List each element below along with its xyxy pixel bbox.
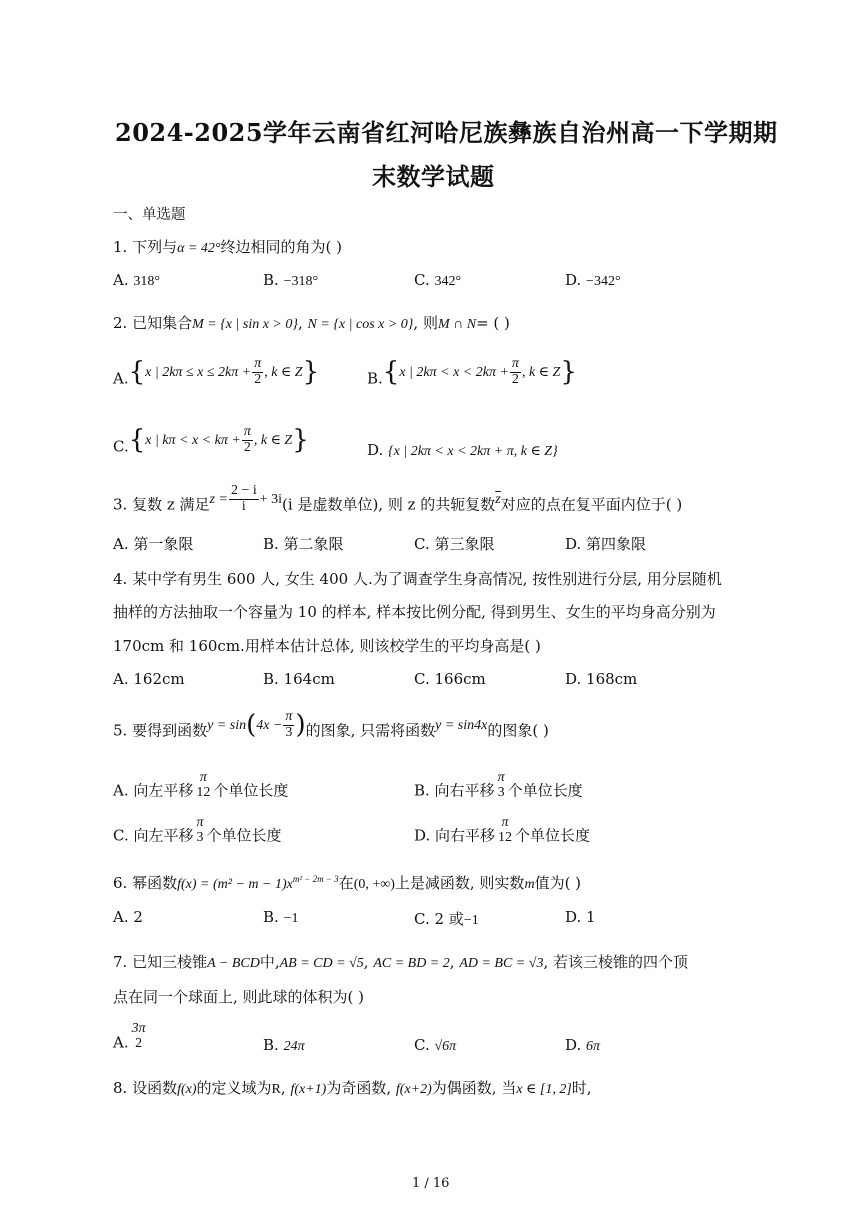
q5-option-b: B. 向右平移 π 3 个单位长度 [414, 770, 583, 800]
q3-option-a: A. 第一象限 [113, 535, 194, 553]
q2-set-n: N = {x | cos x > 0} [307, 317, 414, 332]
question-8: 8. 设函数f(x)的定义域为R, f(x+1)为奇函数, f(x+2)为偶函数, 当x ∈ [1, 2]时, [113, 1079, 592, 1097]
question-5: 5. 要得到函数y = sin(4x − $\frac{\pi}{3}$ )的图象, 只需将函数y = sin4x的图象( ) [113, 709, 549, 741]
q1-stem-pre: 1. 下列与 [113, 238, 178, 256]
q5-option-c: C. 向左平移 π 3 个单位长度 [113, 815, 282, 845]
question-4-line-3: 170cm 和 160cm.用样本估计总体, 则该校学生的平均身高是( ) [113, 637, 541, 655]
q7-option-c: C. √6π [414, 1036, 457, 1054]
q2-option-a: A.{x | 2kπ ≤ x ≤ 2kπ + $\frac{\pi}{2}$ , k ∈ Z} [113, 356, 320, 388]
q4-option-b: B. 164cm [263, 670, 335, 688]
q6-option-a: A. 2 [113, 908, 143, 926]
q5-option-d: D. 向右平移 π 12 个单位长度 [414, 815, 591, 845]
q1-option-d: D. −342° [565, 271, 621, 289]
question-6: 6. 幂函数$f(x) = (m^2 - m - 1)x^{m^2 - 2m - 3}$在(0, +∞)上是减函数, 则实数m值为( ) [113, 874, 582, 892]
q6-option-c: C. 2 或−1 [414, 910, 479, 928]
q7-option-a: A. 3π 2 [113, 1021, 146, 1052]
question-1 [113, 236, 342, 257]
q4-option-c: C. 166cm [414, 670, 486, 688]
q2-intersection: M ∩ N [437, 317, 477, 332]
q4-option-a: A. 162cm [113, 670, 185, 688]
page-title-line1: 2024-2025学年云南省红河哈尼族彝族自治州高一下学期期 [115, 118, 778, 147]
question-7-line-2: 点在同一个球面上, 则此球的体积为( ) [113, 988, 365, 1006]
q1-option-b: B. −318° [263, 271, 319, 289]
q4-option-d: D. 168cm [565, 670, 638, 688]
page-number: 1 / 16 [412, 1176, 450, 1191]
q1-option-c: C. 342° [414, 271, 462, 289]
q7-option-b: B. 24π [263, 1036, 305, 1054]
q3-option-c: C. 第三象限 [414, 535, 495, 553]
section-heading: 一、单选题 [113, 207, 186, 223]
q6-option-d: D. 1 [565, 908, 596, 926]
q7-option-d: D. 6π [565, 1036, 601, 1054]
q3-option-d: D. 第四象限 [565, 535, 647, 553]
q5-option-a: A. 向左平移 π 12 个单位长度 [113, 770, 289, 800]
question-4-line-2: 抽样的方法抽取一个容量为 10 的样本, 样本按比例分配, 得到男生、女生的平均身高分别为 [113, 603, 716, 621]
q2-option-b: B.{x | 2kπ < x < 2kπ + $\frac{\pi}{2}$ , k ∈ Z} [367, 356, 577, 388]
question-4-line-1: 4. 某中学有男生 600 人, 女生 400 人.为了调查学生身高情况, 按性别进行分层, 用分层随机 [113, 570, 722, 588]
question-3: 3. 复数 z 满足z = $\frac{2 - i}{i}$ + 3i(i 是虚数单位), 则 z 的共轭复数$\overline{z}$对应的点在复平面内位于( ) [113, 483, 683, 514]
q1-math: α = 42° [177, 241, 221, 256]
question-2: 2. 已知集合M = {x | sin x > 0}, N = {x | cos x > 0}, 则M ∩ N= ( ) [113, 314, 510, 332]
page-title-line2: 末数学试题 [372, 162, 495, 191]
q3-option-b: B. 第二象限 [263, 535, 344, 553]
q2-set-m: M = {x | sin x > 0} [192, 317, 298, 332]
q2-option-d: D. {x | 2kπ < x < 2kπ + π, k ∈ Z} [367, 441, 558, 459]
question-7-line-1: 7. 已知三棱锥A − BCD中,AB = CD = √5, AC = BD = 2, AD = BC = √3, 若该三棱锥的四个顶 [113, 953, 688, 971]
q1-option-a: A. 318° [113, 271, 160, 289]
q6-option-b: B. −1 [263, 908, 299, 926]
q2-option-c: C.{x | kπ < x < kπ + $\frac{\pi}{2}$ , k ∈ Z} [113, 424, 309, 456]
q1-stem-post: 终边相同的角为( ) [220, 238, 342, 256]
